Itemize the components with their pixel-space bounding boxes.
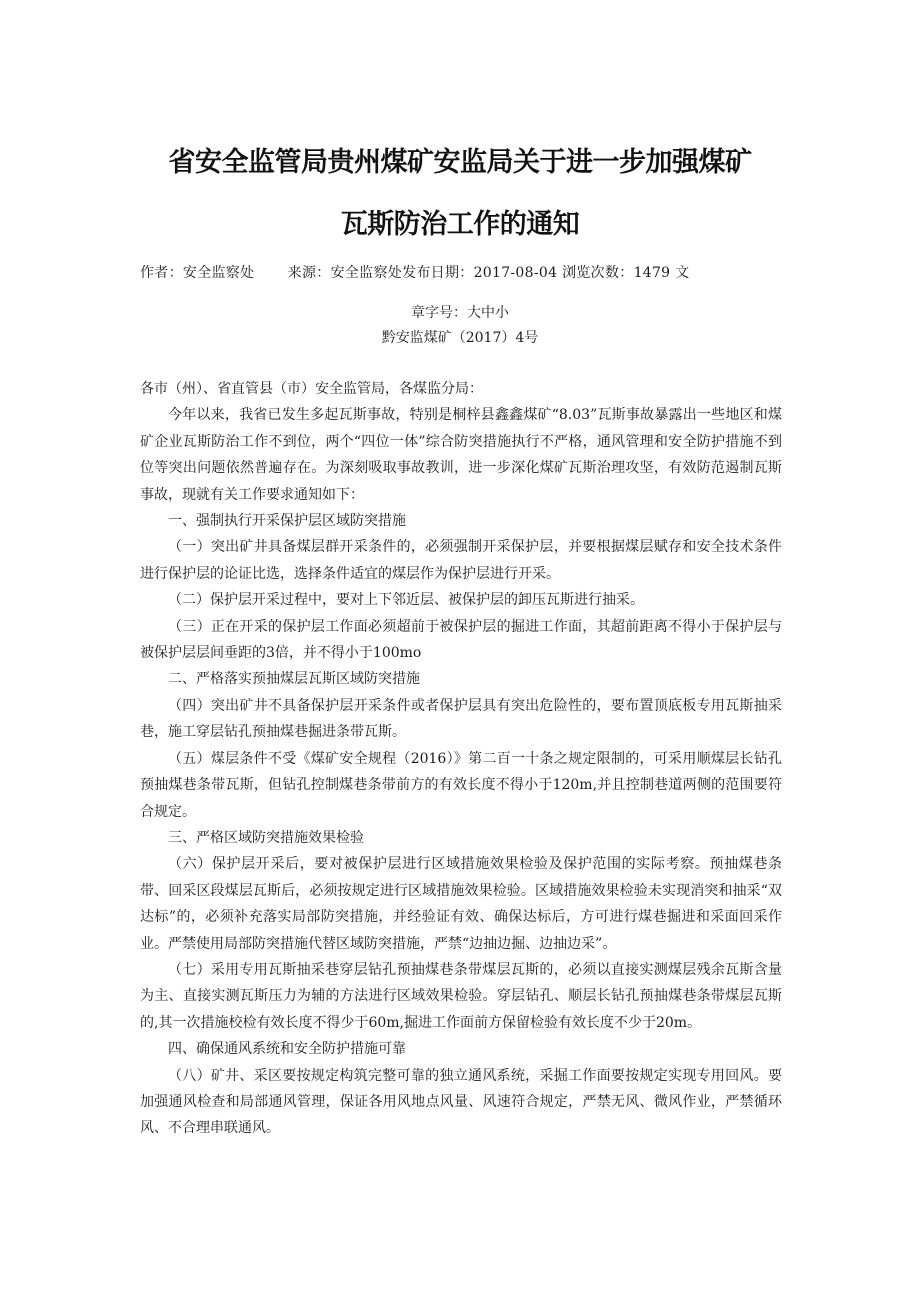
body-paragraph: （五）煤层条件不受《煤矿安全规程（2016）》第二百一十条之规定限制的，可采用顺煤层长钻孔预抽煤巷条带瓦斯，但钻孔控制煤巷条带前方的有效长度不得小于120m,并且控制巷道两侧的范围要符合规定。 [140,750,782,820]
section-heading: 一、强制执行开采保护层区域防突措施 [168,513,406,530]
body-paragraph: （二）保护层开采过程中，要对上下邻近层、被保护层的卸压瓦斯进行抽采。 [168,592,644,609]
body-paragraph: （七）采用专用瓦斯抽采巷穿层钻孔预抽煤巷条带煤层瓦斯的，必须以直接实测煤层残余瓦斯含量为主、直接实测瓦斯压力为辅的方法进行区域效果检验。穿层钻孔、顺层长钻孔预抽煤巷条带煤层瓦斯的,其一次措施校检有效长度不得少于60m,掘进工作面前方保留检验有效长度不少于20m。 [140,961,782,1031]
body-paragraph: 今年以来，我省已发生多起瓦斯事故，特别是桐梓县鑫鑫煤矿“8.03”瓦斯事故暴露出一些地区和煤矿企业瓦斯防治工作不到位，两个“四位一体”综合防突措施执行不严格，通风管理和安全防护措施不到位等突出问题依然普遍存在。为深刻吸取事故教训，进一步深化煤矿瓦斯治理攻坚，有效防范遏制瓦斯事故，现就有关工作要求通知如下： [140,407,782,503]
section-heading: 二、严格落实预抽煤层瓦斯区域防突措施 [168,671,420,688]
author-label: 作者： [140,265,183,281]
meta-gap [254,265,287,281]
body-paragraph: （六）保护层开采后，要对被保护层进行区域措施效果检验及保护范围的实际考察。预抽煤巷条带、回采区段煤层瓦斯后，必须按规定进行区域措施效果检验。区域措施效果检验未实现消突和抽采“双达标”的，必须补充落实局部防突措施，并经验证有效、确保达标后，方可进行煤巷掘进和采面回采作业。严禁使用局部防突措施代替区域防突措施，严禁“边抽边掘、边抽边采”。 [140,856,782,952]
section-heading: 四、确保通风系统和安全防护措施可靠 [168,1041,406,1058]
views-value: 1479 [633,265,671,281]
views-label: 浏览次数： [562,265,634,281]
body-paragraph: （三）正在开采的保护层工作面必须超前于被保护层的掘进工作面，其超前距离不得小于保护层与被保护层层间垂距的3倍，并不得小于100mo [140,618,782,662]
meta-trailing: 文 [675,265,690,281]
source-value: 安全监察处 [330,265,403,281]
body-paragraph: （一）突出矿井具备煤层群开采条件的，必须强制开采保护层，并要根据煤层赋存和安全技术条件进行保护层的论证比选，选择条件适宜的煤层作为保护层进行开采。 [140,539,782,582]
body-paragraph: （四）突出矿井不具备保护层开采条件或者保护层具有突出危险性的，要布置顶底板专用瓦斯抽采巷，施工穿层钻孔预抽煤巷掘进条带瓦斯。 [140,697,782,741]
section-heading: 三、严格区域防突措施效果检验 [168,829,364,846]
date-label: 发布日期： [402,265,474,281]
document-body [140,376,782,1142]
document-title-line-1: 省安全监管局贵州煤矿安监局关于进一步加强煤矿 [168,147,752,178]
document-title-line-2: 瓦斯防治工作的通知 [340,209,580,240]
font-size-selector[interactable]: 章字号：大中小 [411,305,509,321]
article-meta [140,262,689,282]
source-label: 来源： [287,265,331,281]
salutation: 各市（州）、省直管县（市）安全监管局，各煤监分局： [140,381,483,397]
author-value: 安全监察处 [182,265,255,281]
body-paragraph: （八）矿井、采区要按规定构筑完整可靠的独立通风系统，采掘工作面要按规定实现专用回风。要加强通风检查和局部通风管理，保证各用风地点风量、风速符合规定，严禁无风、微风作业，严禁循环风、不合理串联通风。 [140,1067,782,1137]
date-value: 2017-08-04 [473,265,558,281]
document-number: 黔安监煤矿（2017）4号 [381,330,539,346]
